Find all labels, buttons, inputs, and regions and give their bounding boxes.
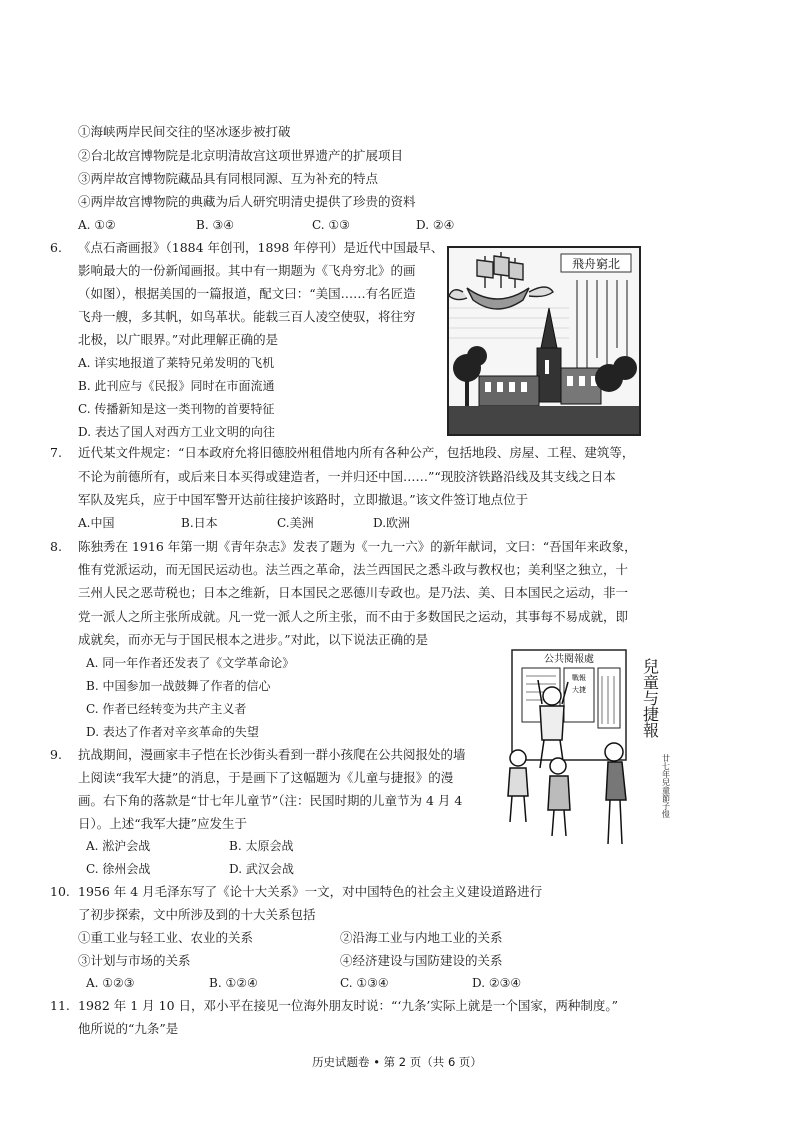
q6-stem-3: （如图），根据美国的一篇报道，配文曰：“美国……有名匠造 [78, 286, 416, 301]
q6-option-b: B. 此刊应与《民报》同时在市面流通 [78, 379, 275, 393]
q8-stem-5: 成就矣，而亦无与于国民根本之进步。”对此，以下说法正确的是 [78, 632, 429, 647]
q9-cartoon-children-and-news [490, 640, 680, 862]
q7-stem-1: 近代某文件规定：“日本政府允将旧德胶州租借地内所有各种公产，包括地段、房屋、工程、建筑等， [78, 445, 635, 460]
q10-option-c: C. ①③④ [340, 976, 389, 990]
q9-cartoon-title: 兒童与捷報 [640, 658, 660, 738]
q7-stem-3: 军队及宪兵，应于中国军警开达前往接护该路时，立即撤退。”该文件签订地点位于 [78, 492, 529, 507]
q5-option-a: A. ①② [78, 218, 116, 232]
q6-option-a: A. 详实地报道了莱特兄弟发明的飞机 [78, 356, 275, 370]
page-footer: 历史试题卷 • 第 2 页（共 6 页） [312, 1055, 482, 1069]
q5-statement-2: ②台北故宫博物院是北京明清故宫这项世界遗产的扩展项目 [78, 148, 404, 163]
q10-option-b: B. ①②④ [209, 976, 258, 990]
q6-figure-title: 飛舟窮北 [571, 257, 621, 271]
q6-stem-2: 影响最大的一份新闻画报。其中有一期题为《飞舟穷北》的画 [78, 263, 416, 278]
q5-option-b: B. ③④ [196, 218, 234, 232]
q5-statement-4: ④两岸故宫博物院的典藏为后人研究明清史提供了珍贵的资料 [78, 194, 416, 209]
q10-statement-2: ②沿海工业与内地工业的关系 [340, 930, 503, 945]
q5-statement-1: ①海峡两岸民间交往的坚冰逐步被打破 [78, 124, 291, 139]
q8-option-a: A. 同一年作者还发表了《文学革命论》 [86, 656, 295, 670]
q11-stem-2: 他所说的“九条”是 [78, 1021, 179, 1036]
q10-option-d: D. ②③④ [472, 976, 522, 990]
q6-flying-ship-illustration [447, 246, 641, 436]
q5-option-c: C. ①③ [312, 218, 350, 232]
q8-stem-3: 三州人民之恶苛税也；日本之维新，日本国民之恶德川专政也。是乃法、美、日本国民之运动，非一 [78, 585, 629, 600]
q7-number: 7. [50, 445, 62, 460]
q5-statement-3: ③两岸故宫博物院藏品具有同根同源、互为补充的特点 [78, 171, 379, 186]
q9-number: 9. [50, 747, 62, 762]
q8-number: 8. [50, 539, 62, 554]
q9-stem-3: 画。右下角的落款是“廿七年儿童节”（注：民国时期的儿童节为 4 月 4 [78, 793, 463, 808]
q8-stem-2: 惟有党派运动，而无国民运动也。法兰西之革命，法兰西国民之悉斗政与教权也；美利坚之独立，十 [78, 562, 629, 577]
q6-number: 6. [50, 240, 62, 255]
q10-option-a: A. ①②③ [86, 976, 135, 990]
q7-stem-2: 不论为前德所有，或后来日本买得或建造者，一并归还中国……”“现胶济铁路沿线及其支线之日本 [78, 469, 616, 484]
q6-stem-1: 《点石斋画报》（1884 年创刊，1898 年停刊）是近代中国最早、 [78, 240, 444, 255]
q8-stem-4: 党一派人之所主张所成就。凡一党一派人之所主张，而不由于多数国民之运动，其事每不易成就，即 [78, 609, 629, 624]
q5-option-d: D. ②④ [416, 218, 455, 232]
q10-stem-2: 了初步探索，文中所涉及到的十大关系包括 [78, 907, 316, 922]
q9-paper-2: 大捷 [572, 686, 586, 694]
q7-option-c: C.美洲 [277, 516, 314, 530]
q7-option-b: B.日本 [181, 516, 218, 530]
q10-stem-1: 1956 年 4 月毛泽东写了《论十大关系》一文，对中国特色的社会主义建设道路进行 [78, 884, 543, 899]
q10-statement-1: ①重工业与轻工业、农业的关系 [78, 930, 254, 945]
q9-cartoon-signature: 廿七年兒童節子愷 [661, 754, 671, 818]
q9-option-a: A. 淞沪会战 [86, 839, 151, 853]
q9-stem-2: 上阅读“我军大捷”的消息，于是画下了这幅题为《儿童与捷报》的漫 [78, 770, 454, 785]
q6-stem-4: 飞舟一艘，多其帆，如鸟革状。能载三百人凌空使驭，将往穷 [78, 309, 416, 324]
q10-statement-3: ③计划与市场的关系 [78, 953, 191, 968]
q9-paper-1: 戰報 [572, 674, 586, 682]
q11-stem-1: 1982 年 1 月 10 日，邓小平在接见一位海外朋友时说：“‘九条’实际上就是一个国家，两种制度。” [78, 998, 619, 1013]
q9-option-c: C. 徐州会战 [86, 862, 151, 876]
q7-option-a: A.中国 [78, 516, 115, 530]
q8-option-c: C. 作者已经转变为共产主义者 [86, 702, 247, 716]
q6-option-d: D. 表达了国人对西方工业文明的向往 [78, 425, 275, 439]
q11-number: 11. [50, 998, 70, 1013]
q10-number: 10. [50, 884, 70, 899]
flying-ship-drawing [449, 248, 639, 434]
cartoon-drawing [490, 640, 680, 862]
q9-option-d: D. 武汉会战 [229, 862, 294, 876]
q6-option-c: C. 传播新知是这一类刊物的首要特征 [78, 402, 275, 416]
q10-statement-4: ④经济建设与国防建设的关系 [340, 953, 503, 968]
q9-stem-1: 抗战期间，漫画家丰子恺在长沙街头看到一群小孩爬在公共阅报处的墙 [78, 747, 466, 762]
q6-stem-5: 北极，以广眼界。”对此理解正确的是 [78, 332, 279, 347]
q8-option-b: B. 中国参加一战鼓舞了作者的信心 [86, 679, 271, 693]
q9-stem-4: 日）。上述“我军大捷”应发生于 [78, 816, 248, 831]
q9-board-sign: 公共閱報處 [544, 654, 594, 665]
q9-option-b: B. 太原会战 [229, 839, 294, 853]
q8-option-d: D. 表达了作者对辛亥革命的失望 [86, 725, 259, 739]
q7-option-d: D.欧洲 [373, 516, 411, 530]
q8-stem-1: 陈独秀在 1916 年第一期《青年杂志》发表了题为《一九一六》的新年献词，文曰：“吾国年来政象， [78, 539, 637, 554]
